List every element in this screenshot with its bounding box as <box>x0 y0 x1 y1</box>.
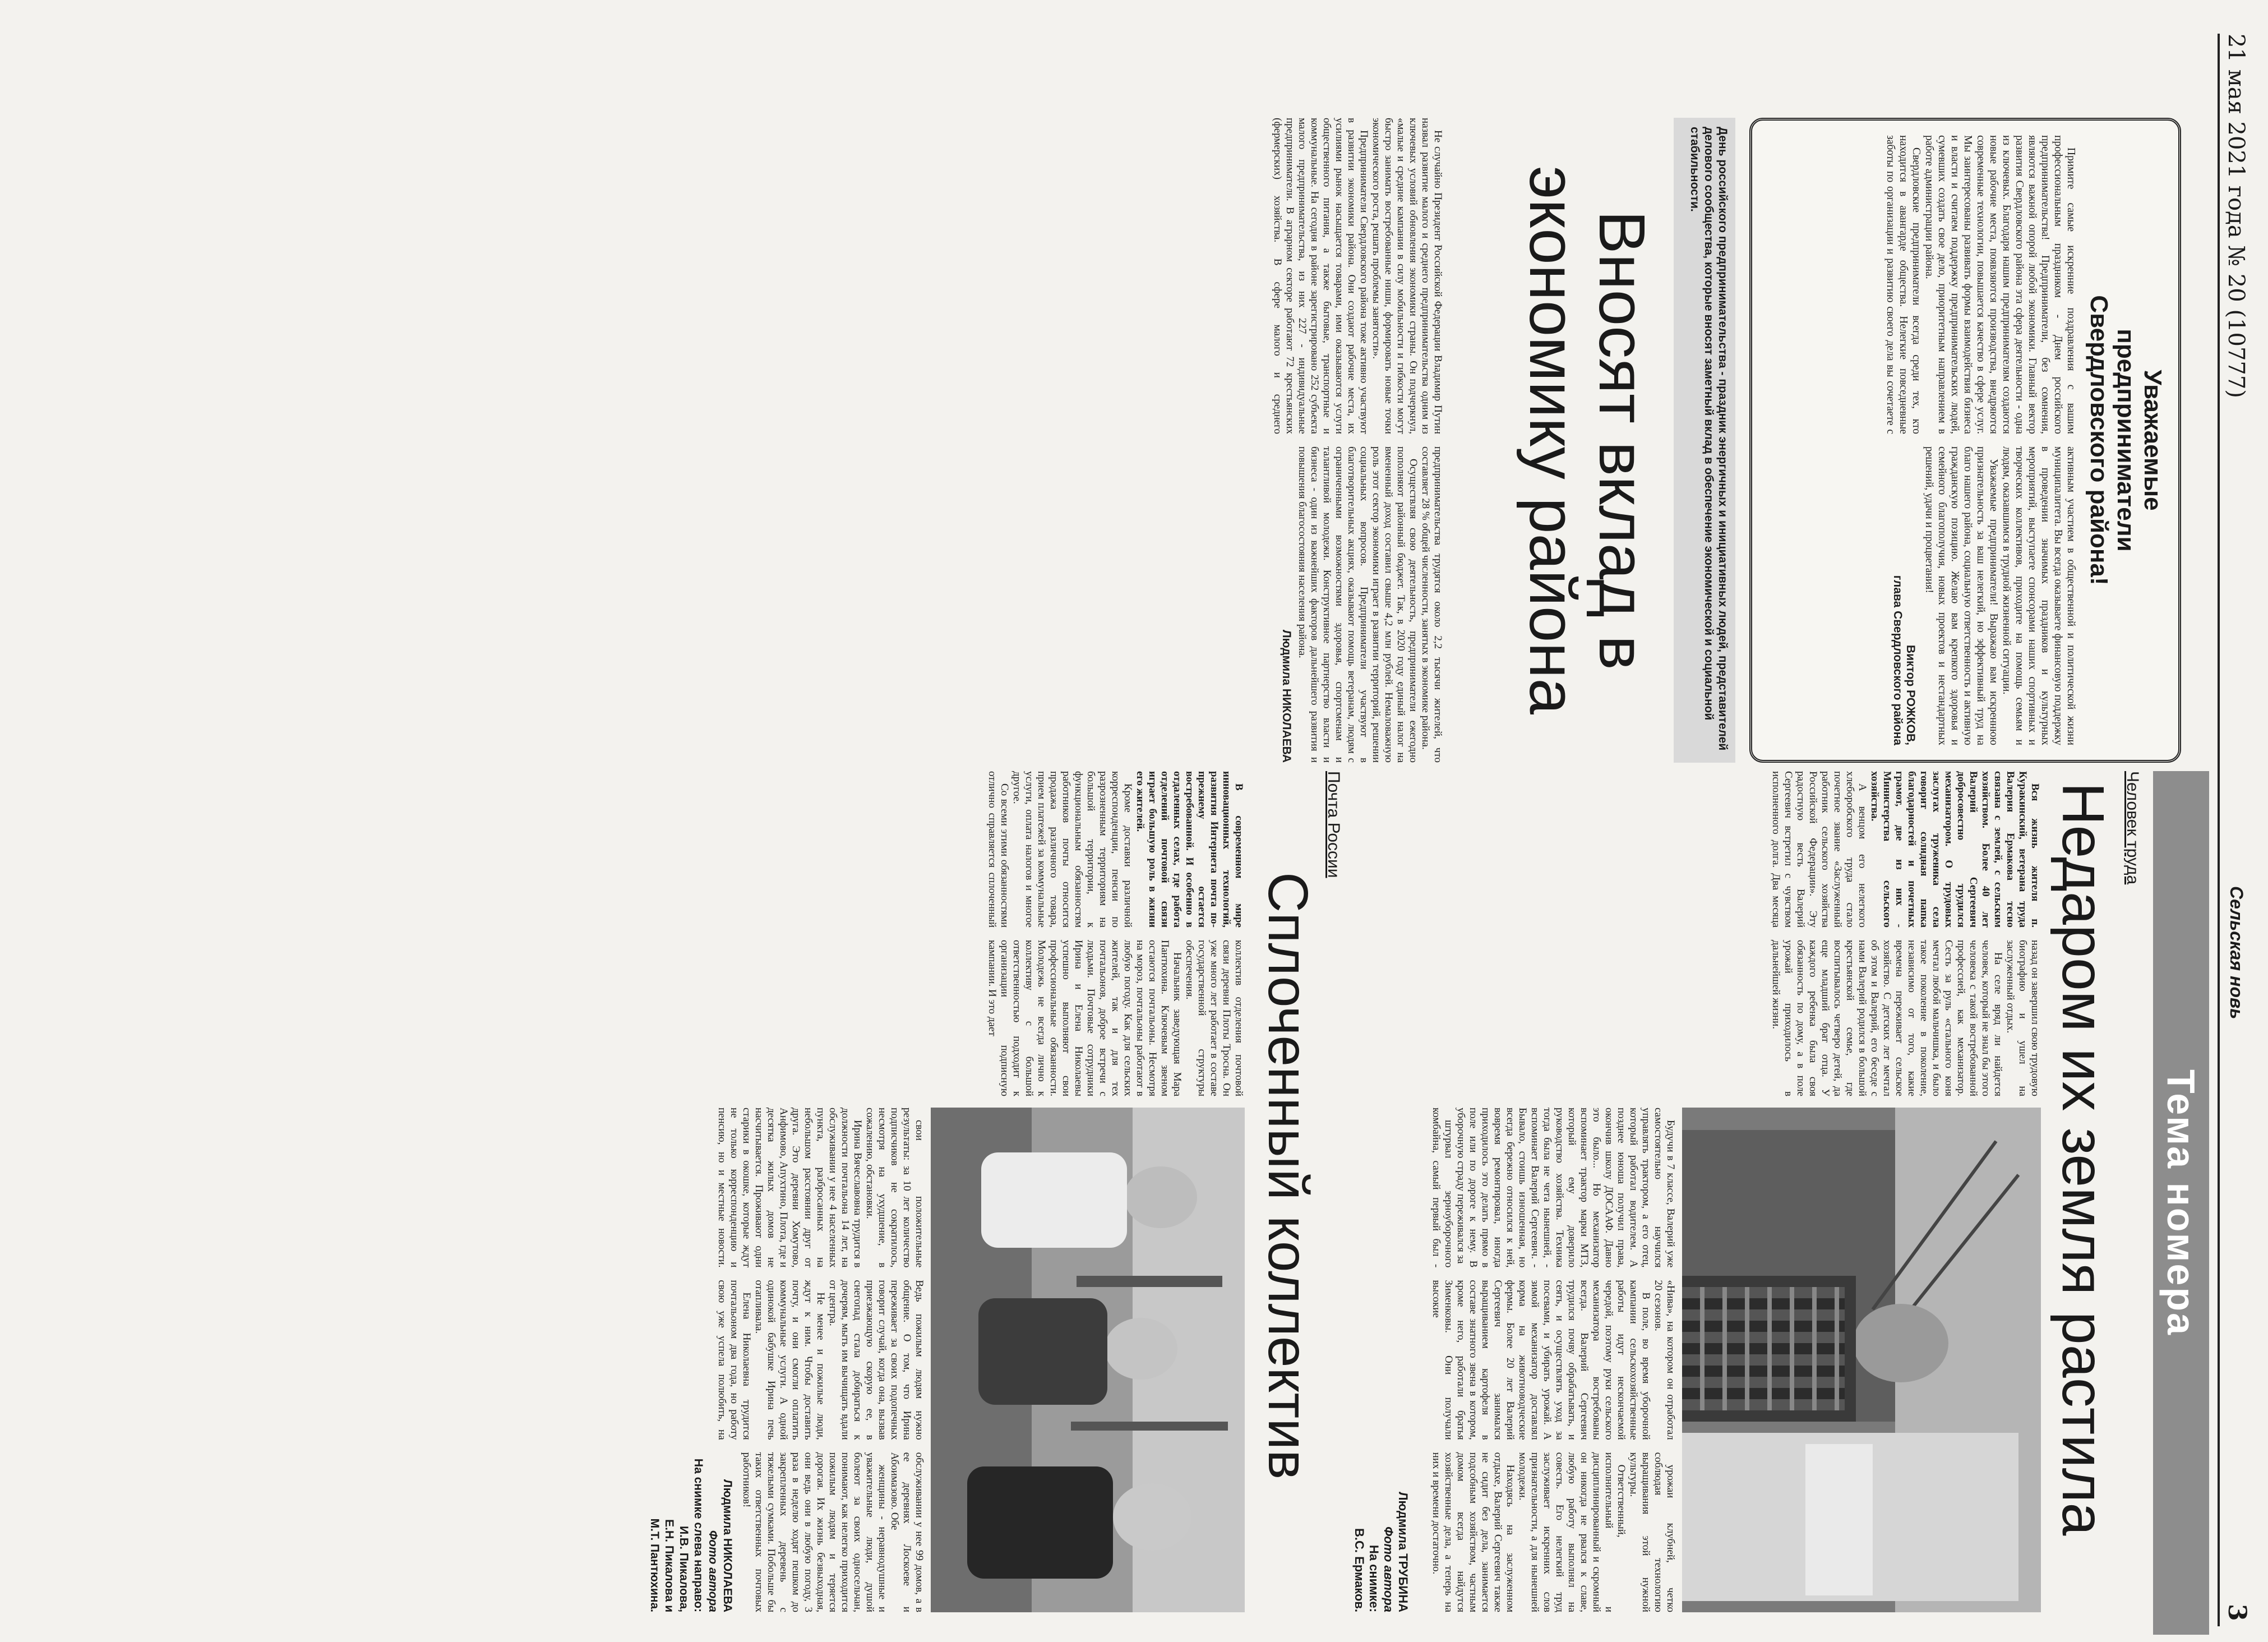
article-1-caption-line: На снимке: <box>1367 1544 1381 1612</box>
article-1-right-cols <box>1413 1108 1676 1612</box>
greeting-p1: Примите самые искренние поздравления с вашим профессиональным праздником - Днем российского предпринимательства! Предприниматели, без сомнения, являются важной опорой любой экономики. Главный вектор развития Свердловского района эта сфера деятельности - одна из ключевых. Благодаря нашим предпринимателям создаются новые рабочие места, появляются производства, внедряются современные технологии, повышается качество в сфере услуг. Мы заинтересованы развивать формы взаимодействия бизнеса и власти и считаем поддержку предпринимательских людей, сумевших создать свое дело, приоритетным направлением в работе администрации района. <box>1923 135 2077 434</box>
article-2-caption-name-3: М.Т. Пантюхина. <box>648 1518 661 1612</box>
section-band <box>2153 771 2209 1635</box>
greeting-p3: Уважаемые предприниматели! Выражаю вам искреннюю признательность за ваш нелегкий, но эффективный труд на благо нашего района, социальную ответственность и активную гражданскую позицию. Желаю вам крепкого здоровья и семейного благополучия, новых проектов и нестандартных решений, удачи и процветания! <box>1923 446 1999 745</box>
ermakov-photo <box>1682 1108 2041 1612</box>
article-1-author: Людмила ТРУБИНА <box>1396 1492 1410 1612</box>
article-2-p8: женщины - неравнодушные и уважительные люди, душой болеют за своих односельчан, понимают, как нелегко приходится пожилым людям и теряется дорогая. Их жизнь безвыходная, они ведь они в любую погоду, 3 раза в неделю ходят пешком до закрепленных деревень с тяжелыми сумками. Побольше бы таких ответственных почтовых работников! <box>741 1452 888 1612</box>
article-1-p1: А венцом его нелегкого хлеборобского труда стало почетное звание «Заслуженный работник сельского хозяйства Российской Федерации». Эту радостную весть Валерий Сергеевич встретил с чувством исполненного долга. Два месяца назад он завершил свою трудовую биографию и ушел на заслуженный отдых. <box>1770 771 2041 1096</box>
greeting-p2: Свердловские предприниматели всегда среди тех, кто находится в авангарде общества. Нелегкие повседневные заботы по организации и развитию своего дела вы сочетаете с активным участием в общественной и политической жизни муниципалитета. Вы всегда оказываете финансовую поддержку в проведении значимых праздников и культурных мероприятий, выступаете спонсорами наших спортивных и творческих коллективов, приходите на помощь семьям и людям, оказавшимся в трудной жизненной ситуации. <box>1884 135 2077 745</box>
article-2-author: Людмила НИКОЛАЕВА <box>721 1479 734 1612</box>
article-2-p6: Не менее и пожилые люди, ждут к ним. Чтобы доставить почту, и они смогли оплатить коммунальные услуги. А одной одинокой бабушке Ирина печь отапливала. <box>753 1280 826 1440</box>
article-3-author: Людмила НИКОЛАЕВА <box>1280 629 1293 763</box>
article-1-headline: Недаром их земля растила <box>2050 782 2116 1536</box>
article-2-headline: Сплоченный коллектив <box>1257 872 1319 1480</box>
article-2-left-col <box>617 771 1245 1096</box>
article-2-p7: Елена Николаевна трудится почтальоном два года, но работу свою уже успела полюбить, на обслуживании у нее 99 домов, а в ее деревнях Лоскоеве и Абоимазово. Обе <box>716 1280 925 1612</box>
article-2-p3: Начальник заведующая Мара Пантюхина. Ключевым звеном остаются почтальоны. Несмотря на мороз, почтальоны работают в любую погоду. Как для сельских жителей, так и для тех почтальонов, доброе встречи с людьми. Почтовые сотрудники Ирина и Елена Николаевы успешно выполняют свои профессиональные обязанности. Молодежь не всегда лично к коллективу с большой ответственностью подходит к организации подписную кампании. И это дает <box>986 940 1183 1096</box>
article-1-photo-credit: Фото автора <box>1382 1526 1396 1612</box>
article-2-photo-credit: Фото автора <box>706 1530 719 1612</box>
greeting-sign-name: Виктор РОЖКОВ, <box>1904 644 1917 745</box>
article-1-p5: В поле, во время уборочной кампании сельскохозяйственные работы идут нескончаемой чередой, поэтому руки сельского механизатора востребованы всегда. Валерий Сергеевич трудился почву обрабатывать, и сеять, и осуществлять уход за посевами, и убирать урожай. А зимой механизатор доставлял корма на животноводческие фермы. Более 20 лет Валерий Сергеевич занимался выращиванием картофеля в составе знатного звена в котором, кроме него, работали братья Зименковы. Они получали высокие <box>1430 1280 1652 1440</box>
page-header <box>2218 34 2257 1626</box>
section-band-text: Тема номера <box>2159 1069 2203 1337</box>
article-1 <box>1351 771 2153 1635</box>
article-1-p8: Находясь на заслуженном отдыхе, Валерий Сергеевич также не сидит без дела, занимается подсобным хозяйством, частным домом всегда найдутся хозяйственные дела, а теперь на них и времени достаточно. <box>1430 1452 1516 1612</box>
article-1-lead: Вся жизнь жителя п. Куракинский, ветерана труда Валерия Ермакова тесно связана с землей, с сельским хозяйством. Более 40 лет Валерий Сергеевич добросовестно трудился механизатором. О трудовых заслугах труженика села говорит солидная папка благодарностей и почетных грамот, две из них - Министерства сельского хозяйства. <box>1869 771 2041 928</box>
greeting-box <box>1749 118 2181 763</box>
article-2-caption-name-2: Е.Н. Пикалова и <box>663 1519 676 1612</box>
article-2-p5: Ирина Вячеславовна трудится в должности почтальона 14 лет, на обслуживании у нее 4 населенных пункта, разбросанных на небольшом расстоянии друг от друга. Это деревни Хомутово, Анфимово, Апухтино, Плота, где и десятка жилых домов не насчитывается. Проживают одни старики в окошке, которые ждут не только корреспонденцию и пенсию, но и местные новости. Ведь пожилым людям нужно общение. О том, что Ирина переживает за своих подопечных говорит случай, когда она, вызвав приезжающую скорую ее, в снегопад стала добираться к дочерям, мыть им вычищать вдали от центра. <box>716 1108 925 1440</box>
article-3-text <box>1180 118 1444 763</box>
article-2-p4: свои положительные результаты: за 10 лет количество подписчиков не сократилось, несмотря на ухудшение, в сожалению, обстановки. <box>864 1108 925 1268</box>
greeting-text <box>1884 135 2077 745</box>
article-1-p3: Будучи в 7 классе, Валерий уже самостоятельно научился управлять трактором, а его отец, который работал водителем. А позднее юноша получил права, окончив школу ДОСААФ. Давно это было... Но механизатор вспоминает трактор марки МТЗ, который ему доверило руководство хозяйства. Техника тогда была не чета нынешней, - вспоминает Валерий Сергеевич. - Бывало, стоишь изношенная, но всегда бережно относился к ней, вовремя ремонтировал, иногда приходилось это делать прямо в поле или по дороге к нему. В уборочную страду переживался за <box>1455 1108 1676 1268</box>
article-2-rubric: Почта России <box>1324 771 1343 878</box>
article-1-p6: урожаи клубней, четко соблюдая технологию выращивания этой нужной культуры. <box>1628 1452 1676 1612</box>
article-2-caption-name-1: И.В. Пикалова, <box>677 1526 690 1612</box>
ermakov-photo-image <box>1682 1108 2041 1612</box>
article-2-caption <box>647 1399 735 1612</box>
article-2-lead: В современном мире инновационных технологий, развития Интернета почта по-прежнему остается востребованной. И особенно в отдаленных селах, где работа отделений почтовой связи играет большую роль в жизни его жителей. <box>1134 771 1245 928</box>
greeting-title: Уважаемые предприниматели Свердловского района! <box>2085 295 2167 585</box>
article-2-caption-line: На снимке слева направо: <box>692 1458 705 1612</box>
article-1-left-col <box>1469 771 2041 1096</box>
article-3-p2: Предприниматели Свердловского района тоже активно участвуют в развитии экономики района. Они создают рабочие места, их усилиями рынок насыщается товарами, ими оказываются услуги общественного питания, а также бытовые, транспортные и коммунальные. На сегодня в районе зарегистрировано 252 субъекта малого предпринимательства, из них 227 - индивидуальные предприниматели. В аграрном секторе работают 72 крестьянских (фермерских) хозяйства. В сфере малого и среднего предпринимательства трудятся около 2,2 тысячи жителей, что составляет 28 % общей численности, занятых в экономике района. <box>1272 118 1444 763</box>
article-3-p1: Не случайно Президент Российской Федерации Владимир Путин назвал развитие малого и среднего предпринимательства одним из ключевых условий обновления экономики страны. Он подчеркнул, «малые и средние кампании в силу мобильности и гибкости могут быстро занимать востребованные ниши, формировать новые точки экономического роста, решать проблемы занятости». <box>1370 118 1444 434</box>
issue-date: 21 мая 2021 года № 20 (10777) <box>2223 34 2249 398</box>
article-1-p4: штурвал зерноуборочного комбайна, самый первый был - «Нива», на котором он отработал 20 сезонов. <box>1430 1108 1676 1440</box>
paper-name: Сельская новь <box>2227 886 2247 1020</box>
article-1-p7: Ответственный, исполнительный и дисциплинированный и скромный он никогда не рвался к славе, любую работу выполнял на совесть. Его нелегкий труд заслуживает искренних слов признательности, а для нынешней молодежи. <box>1517 1452 1627 1612</box>
article-1-rubric: Человек труда <box>2123 771 2142 885</box>
article-1-caption <box>1352 1433 1410 1612</box>
article-3-intro: День российского предпринимательства - праздник энергичных и инициативных людей, представителей делового сообщества, которые вносят заметный вклад в обеспечение экономической и социальной стабильности. <box>1674 118 1735 763</box>
postal-team-photo <box>931 1108 1245 1612</box>
article-3 <box>53 118 1735 763</box>
article-3-p3: Осуществляя свою деятельность, предприниматели ежегодно пополняют районный бюджет. Так, в 2020 году единый налог на вмененный доход составил свыше 4,2 млн рублей. Немаловажную роль этот сектор экономики играет в развитии территорий, решении социальных вопросов. Предприниматели участвуют в благотворительных акциях, оказывают помощь ветеранам, людям с ограниченными возможностями здоровья, спортсменам и талантливой молодежи. Конструктивное партнерство власти и бизнеса - один из важнейших факторов дальнейшего развития и повышения благосостояния населения района. <box>1296 446 1419 763</box>
article-1-caption-name: В.С. Ермаков. <box>1352 1528 1366 1612</box>
page-number: 3 <box>2223 1604 2251 1621</box>
article-1-p2: На селе вряд ли найдется человек, который не знал бы этого человека с такой востребованной профессией, как механизатор. Сесть за руль «стального коня мечтал любой мальчишка, и было такое поколение в поколение, независимо от того, какие времена переживает сельское хозяйство. С детских лет мечтал об этом и Валерий, его беседе с нами Валерий родился в большой крестьянской семье, где воспитывалось четверо детей, да еще младший брат отца. У каждого ребенка была своя обязанность по дому, а в поле урожай приходилось в дальнейшей жизни. <box>1770 940 2004 1096</box>
article-2 <box>586 771 1343 1635</box>
postal-team-photo-image <box>931 1108 1245 1612</box>
article-2-p1: Кроме доставки различной корреспонденции, пенсии по разрозненным территориям на большой территории, к функциональным обязанностям работников почты относится продажа различного товара, прием платежей за коммунальные услуги, оплата налогов и многое другое. <box>1011 771 1134 928</box>
greeting-sign-role: глава Свердловского района <box>1891 575 1904 745</box>
article-3-headline: Вносят вклад в экономику района <box>1516 165 1659 715</box>
article-2-p2: Со всеми этими обязанностями отлично справляется сплоченный коллектив отделения почтовой связи деревни Плоты Тросна. Он уже много лет работает в составе государственной структуры обеспечения. <box>986 771 1245 1096</box>
